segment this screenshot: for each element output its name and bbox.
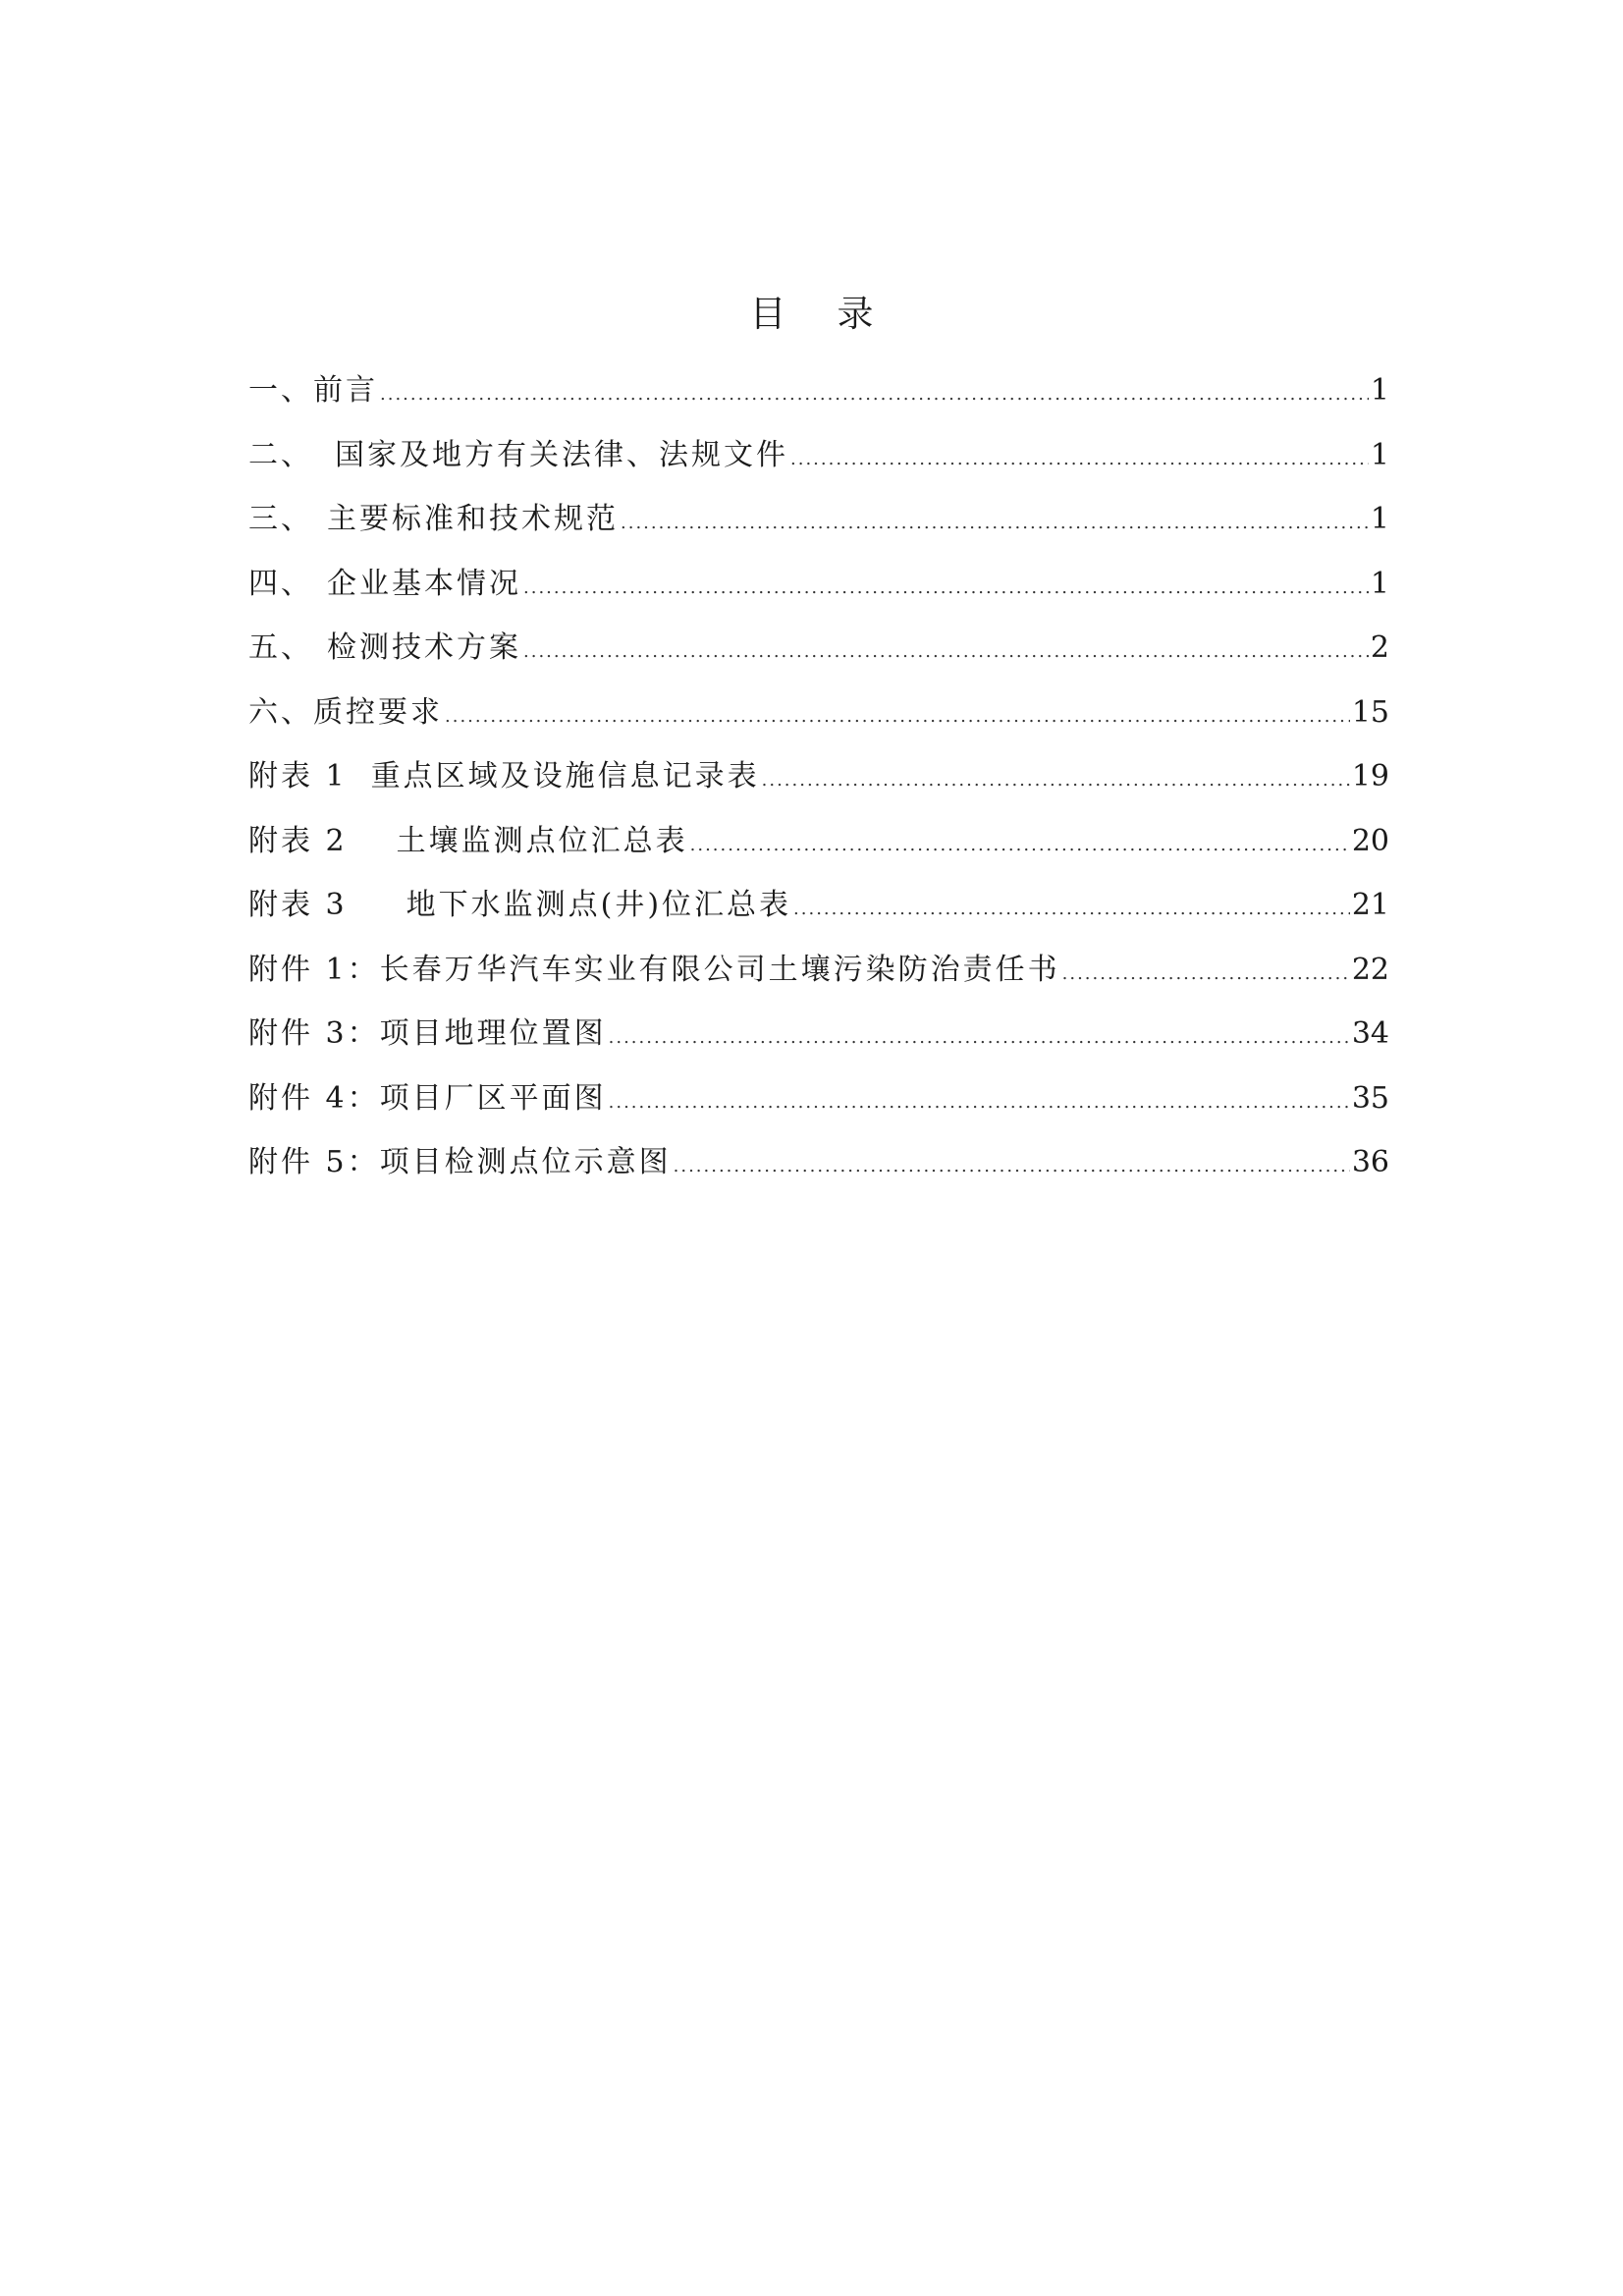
toc-entry-label bbox=[248, 757, 760, 796]
toc-entry-text: 重点区域及设施信息记录表 bbox=[370, 759, 760, 793]
toc-entry[interactable] bbox=[248, 693, 1389, 758]
toc-entry-prefix: 附件 1： bbox=[248, 952, 380, 987]
toc-entry-text: 项目地理位置图 bbox=[379, 1016, 607, 1051]
toc-entry-prefix: 附表 3 bbox=[248, 888, 348, 922]
toc-entry-prefix: 二、 bbox=[248, 437, 313, 472]
toc-leader-dots bbox=[762, 761, 1350, 800]
toc-entry[interactable] bbox=[248, 1014, 1389, 1079]
toc-entry[interactable] bbox=[248, 371, 1389, 436]
toc-page-number: 35 bbox=[1351, 1080, 1389, 1116]
toc-entry[interactable] bbox=[248, 500, 1389, 565]
toc-title-char-2: 录 bbox=[837, 293, 874, 335]
toc-entry[interactable] bbox=[248, 757, 1389, 822]
toc-entry-text: 土壤监测点位汇总表 bbox=[396, 823, 688, 858]
toc-entry[interactable] bbox=[248, 951, 1389, 1015]
toc-entry[interactable] bbox=[248, 436, 1389, 501]
toc-page-number: 22 bbox=[1351, 952, 1389, 987]
toc-entry[interactable] bbox=[248, 629, 1389, 693]
toc-leader-dots bbox=[621, 504, 1369, 543]
toc-entry-text: 质控要求 bbox=[313, 694, 443, 730]
toc-entry-prefix: 三、 bbox=[248, 502, 313, 536]
toc-entry-prefix: 附件 3： bbox=[248, 1016, 380, 1051]
toc-page-number: 15 bbox=[1351, 694, 1389, 730]
toc-entry[interactable] bbox=[248, 1143, 1389, 1208]
toc-entry-label bbox=[248, 1143, 672, 1182]
toc-page-number: 19 bbox=[1351, 759, 1389, 793]
toc-page-number: 20 bbox=[1351, 823, 1389, 858]
toc-entry-prefix: 六、 bbox=[248, 694, 313, 730]
toc-entry-prefix: 附件 4： bbox=[248, 1080, 380, 1116]
toc-leader-dots bbox=[523, 632, 1369, 672]
toc-entry-prefix: 四、 bbox=[248, 566, 313, 601]
toc-entry-text: 检测技术方案 bbox=[327, 630, 521, 665]
toc-entry-prefix: 附件 5： bbox=[248, 1145, 380, 1179]
toc-entry[interactable] bbox=[248, 822, 1389, 887]
toc-entry-text: 项目检测点位示意图 bbox=[379, 1145, 672, 1179]
toc-entry-text: 前言 bbox=[313, 373, 378, 408]
toc-entry-text: 长春万华汽车实业有限公司土壤污染防治责任书 bbox=[379, 952, 1060, 987]
toc-entry-label bbox=[248, 436, 788, 475]
toc-page-number: 2 bbox=[1370, 630, 1389, 665]
toc-entry-text: 国家及地方有关法律、法规文件 bbox=[335, 437, 788, 472]
toc-leader-dots bbox=[1062, 955, 1350, 994]
toc-entry-label bbox=[248, 1079, 607, 1119]
toc-entry[interactable] bbox=[248, 886, 1389, 951]
toc-page-number: 1 bbox=[1370, 437, 1389, 472]
toc-page-number: 1 bbox=[1370, 373, 1389, 408]
table-of-contents bbox=[248, 371, 1389, 1208]
toc-leader-dots bbox=[793, 890, 1350, 929]
toc-entry-label bbox=[248, 822, 688, 861]
toc-entry-prefix: 一、 bbox=[248, 373, 313, 408]
toc-page-number: 21 bbox=[1351, 888, 1389, 922]
toc-entry-label bbox=[248, 500, 619, 539]
toc-title bbox=[0, 290, 1623, 339]
toc-page-number: 1 bbox=[1370, 502, 1389, 536]
toc-entry[interactable] bbox=[248, 1079, 1389, 1144]
toc-entry-label bbox=[248, 886, 791, 925]
toc-entry-text: 地下水监测点(井)位汇总表 bbox=[406, 888, 792, 922]
toc-leader-dots bbox=[609, 1083, 1350, 1122]
toc-entry-text: 主要标准和技术规范 bbox=[327, 502, 619, 536]
toc-page-number: 1 bbox=[1370, 566, 1389, 601]
toc-entry-label bbox=[248, 1014, 607, 1054]
toc-leader-dots bbox=[445, 697, 1350, 737]
toc-leader-dots bbox=[690, 826, 1350, 865]
toc-entry[interactable] bbox=[248, 565, 1389, 629]
toc-leader-dots bbox=[523, 569, 1369, 608]
toc-entry-prefix: 附表 1 bbox=[248, 759, 348, 793]
toc-leader-dots bbox=[380, 375, 1369, 414]
toc-entry-label bbox=[248, 693, 443, 733]
toc-entry-prefix: 五、 bbox=[248, 630, 313, 665]
toc-page-number: 36 bbox=[1351, 1145, 1389, 1179]
toc-entry-prefix: 附表 2 bbox=[248, 823, 348, 858]
toc-entry-label bbox=[248, 951, 1060, 990]
toc-title-char-1: 目 bbox=[749, 293, 786, 335]
toc-leader-dots bbox=[674, 1147, 1350, 1186]
toc-entry-text: 项目厂区平面图 bbox=[379, 1080, 607, 1116]
toc-leader-dots bbox=[790, 440, 1369, 479]
toc-entry-text: 企业基本情况 bbox=[327, 566, 521, 601]
toc-leader-dots bbox=[609, 1018, 1350, 1058]
toc-entry-label bbox=[248, 629, 521, 668]
toc-entry-label bbox=[248, 371, 378, 410]
toc-entry-label bbox=[248, 565, 521, 604]
toc-page-number: 34 bbox=[1351, 1016, 1389, 1051]
